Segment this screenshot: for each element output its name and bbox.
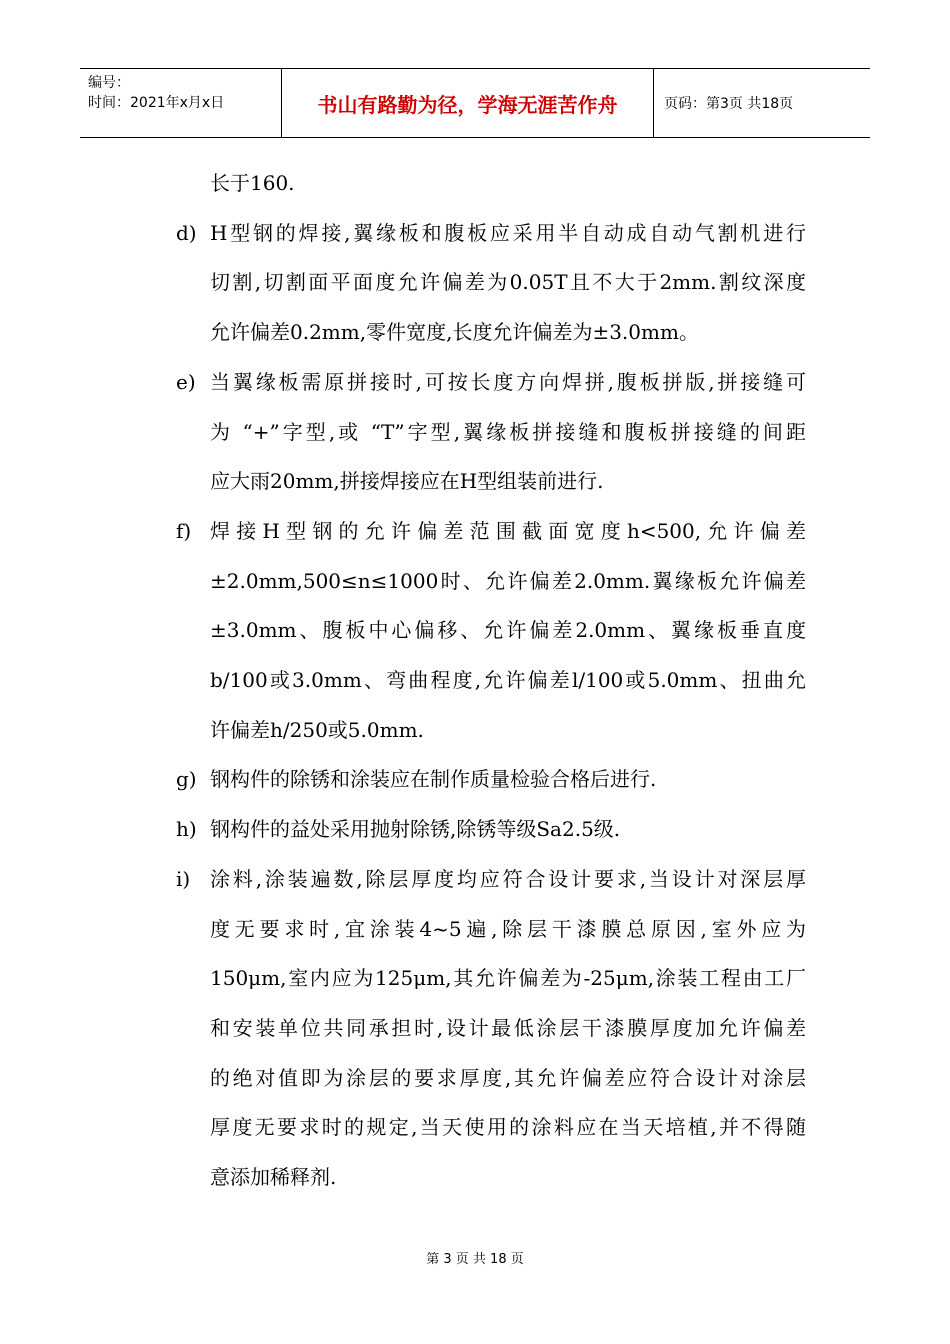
paragraph-line: 钢构件的除锈和涂装应在制作质量检验合格后进行. [210,767,657,792]
header-time-label: 时间：2021年x月x日 [88,95,225,111]
list-item-label: f) [176,518,192,543]
paragraph-line: 为 “+”字型,或 “T”字型,翼缘板拼接缝和腹板拼接缝的间距 [210,419,806,444]
paragraph-line: 和安装单位共同承担时,设计最低涂层干漆膜厚度加允许偏差 [210,1015,806,1040]
paragraph-line: 切割,切割面平面度允许偏差为0.05T且不大于2mm.割纹深度 [210,270,806,295]
paragraph-line: 厚度无要求时的规定,当天使用的涂料应在当天培植,并不得随 [210,1115,806,1140]
header-code-label: 编号： [88,75,130,91]
paragraph-line: 意添加稀释剂. [210,1165,337,1189]
list-item-label: d) [176,220,197,245]
paragraph-line: 涂料,涂装遍数,除层厚度均应符合设计要求,当设计对深层厚 [210,866,806,891]
paragraph-line: 度无要求时,宜涂装4~5遍,除层干漆膜总原因,室外应为 [210,916,806,941]
paragraph-line: 钢构件的益处采用抛射除锈,除锈等级Sa2.5级. [210,817,621,842]
list-item-label: e) [176,369,196,394]
page-footer: 第 3 页 共 18 页 [426,1252,524,1267]
paragraph-line: H型钢的焊接,翼缘板和腹板应采用半自动成自动气割机进行 [210,220,806,245]
paragraph-line: 的绝对值即为涂层的要求厚度,其允许偏差应符合设计对涂层 [210,1065,806,1090]
page-header [80,68,870,138]
paragraph-line: 当翼缘板需原拼接时,可按长度方向焊拼,腹板拼版,拼接缝可 [210,369,806,394]
paragraph-line: 长于160. [210,171,295,195]
header-motto: 书山有路勤为径，学海无涯苦作舟 [282,69,654,137]
paragraph-line: 150μm,室内应为125μm,其允许偏差为-25μm,涂装工程由工厂 [210,966,806,991]
header-meta-cell [80,69,282,137]
paragraph-line: 允许偏差0.2mm,零件宽度,长度允许偏差为±3.0mm。 [210,320,699,345]
header-page-info: 页码：第3页 共18页 [664,96,794,112]
paragraph-line: 许偏差h/250或5.0mm. [210,717,424,742]
list-item-label: g) [176,767,197,792]
list-item-label: h) [176,817,197,842]
paragraph-line: ±2.0mm,500≤n≤1000时、允许偏差2.0mm.翼缘板允许偏差 [210,568,806,593]
paragraph-line: 焊接H型钢的允许偏差范围截面宽度h<500,允许偏差 [210,518,806,543]
paragraph-line: ±3.0mm、腹板中心偏移、允许偏差2.0mm、翼缘板垂直度 [210,618,806,643]
paragraph-line: b/100或3.0mm、弯曲程度,允许偏差l/100或5.0mm、扭曲允 [210,668,806,692]
paragraph-line: 应大雨20mm,拼接焊接应在H型组装前进行. [210,469,604,494]
list-item-label: i) [176,866,191,891]
